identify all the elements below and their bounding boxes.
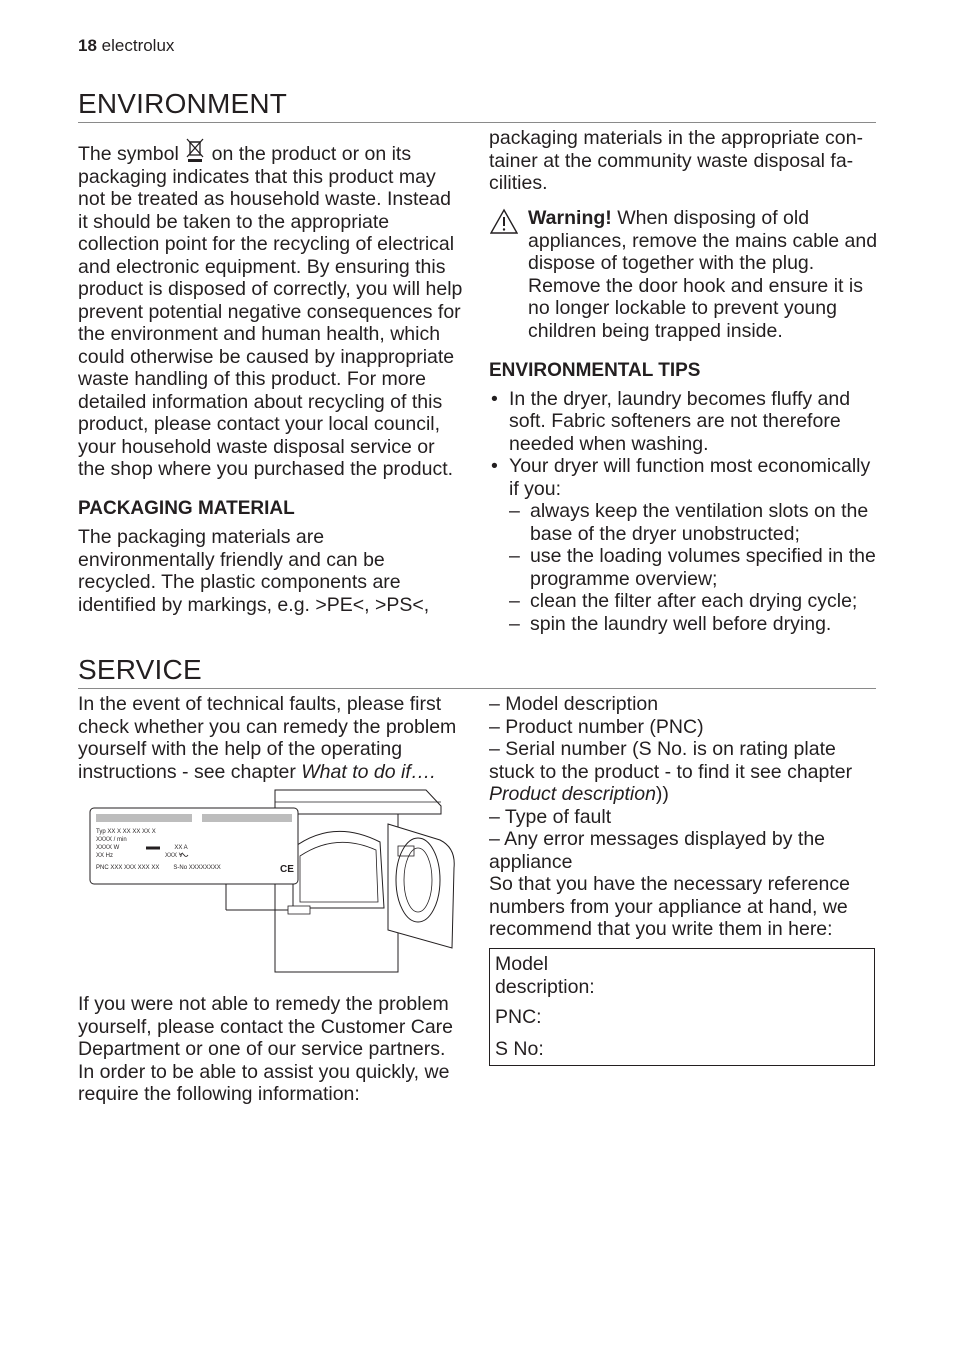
sub-tips-list (489, 500, 877, 635)
warning-text: When disposing of old appliances, remove the mains cable and dispose of together with the plug. Remove the door hook and ensure it is no longer lockable to prevent young children being trapped inside. (528, 207, 878, 342)
crossed-bin-icon (186, 138, 204, 162)
brand-name: electrolux (101, 36, 175, 55)
rating-plate-illustration (88, 788, 458, 976)
model-description-field[interactable]: Model description: (495, 953, 595, 998)
list-item: • In the dryer, laundry becomes fluffy and soft. Fabric softeners are not therefore needed when washing. (489, 388, 877, 456)
service-title: SERVICE (78, 654, 202, 685)
tips-heading: ENVIRONMENTAL TIPS (489, 360, 701, 381)
page-header (78, 36, 174, 56)
service-info-list (489, 693, 877, 941)
plate-text: Typ XX X XX XX XX X XXXX / min XXXX W XX A XX Hz XXX V PNC XXX XXX XXX XX S-No XXXXXXXX (96, 829, 221, 871)
tips-list (489, 388, 877, 501)
warning-block (528, 207, 878, 342)
pnc-field[interactable]: PNC: (495, 1006, 542, 1028)
ce-mark: CE (280, 864, 294, 875)
packaging-paragraph: The packaging materials are environmentally friendly and can be recycled. The plastic components are identified by markings, e.g. >PE<, >PS<, (78, 526, 430, 616)
section-divider (78, 688, 876, 689)
warning-icon (490, 208, 518, 234)
reference-paragraph: So that you have the necessary reference numbers from your appliance at hand, we recommend that you write them in here: (489, 873, 850, 940)
list-item: • Your dryer will function most economically if you: (489, 455, 877, 500)
warning-label: Warning! (528, 207, 612, 229)
environmental-tips (489, 360, 877, 635)
list-item: – always keep the ventilation slots on the base of the dryer unobstructed; (489, 500, 877, 545)
service-contact: If you were not able to remedy the problem yourself, please contact the Customer Care Department or one of our service partners. In order to be able to assist you quickly, we require the following information: (78, 993, 454, 1105)
symbol-paragraph: The symbol on the product or on its packaging indicates that this product may not be treated as household waste. Instead it should be taken to the appropriate collection point for the recycling of electrical and electronic equipment. By ensuring this product is disposed of correctly, you will help prevent potential negative consequences for the environment and human health, which could otherwise be caused by inappropriate waste handling of this product. For more detailed information about recycling of this product, please contact your local council, your household waste disposal service or the shop where you purchased the product. (78, 138, 464, 481)
what-to-do-link: What to do if…. (301, 760, 436, 783)
list-item: – Product number (PNC) (489, 715, 704, 738)
reference-form (489, 948, 875, 1066)
list-item: – Model description (489, 693, 659, 715)
packaging-heading: PACKAGING MATERIAL (78, 497, 295, 519)
list-item: – Type of fault (489, 805, 612, 828)
serial-number-field[interactable]: S No: (495, 1038, 544, 1060)
section-divider (78, 122, 876, 123)
list-item: – clean the filter after each drying cycle; (489, 590, 877, 613)
list-item: – use the loading volumes specified in the programme overview; (489, 545, 877, 590)
list-item: – Serial number (S No. is on rating plate stuck to the product - to find it see chapter Product description)) (489, 738, 853, 805)
list-item: – spin the laundry well before drying. (489, 613, 877, 636)
packaging-continued-text: packaging materials in the appropriate con- tainer at the community waste disposal fa- cilities. (489, 127, 863, 194)
environment-title: ENVIRONMENT (78, 88, 288, 119)
service-intro: In the event of technical faults, please first check whether you can remedy the problem yourself with the help of the operating instructions - see chapter What to do if…. (78, 693, 457, 783)
environment-left-column (78, 138, 464, 616)
product-description-link: Product description (489, 783, 656, 805)
page-number: 18 (78, 36, 97, 55)
list-item: – Any error messages displayed by the appliance (489, 828, 826, 873)
